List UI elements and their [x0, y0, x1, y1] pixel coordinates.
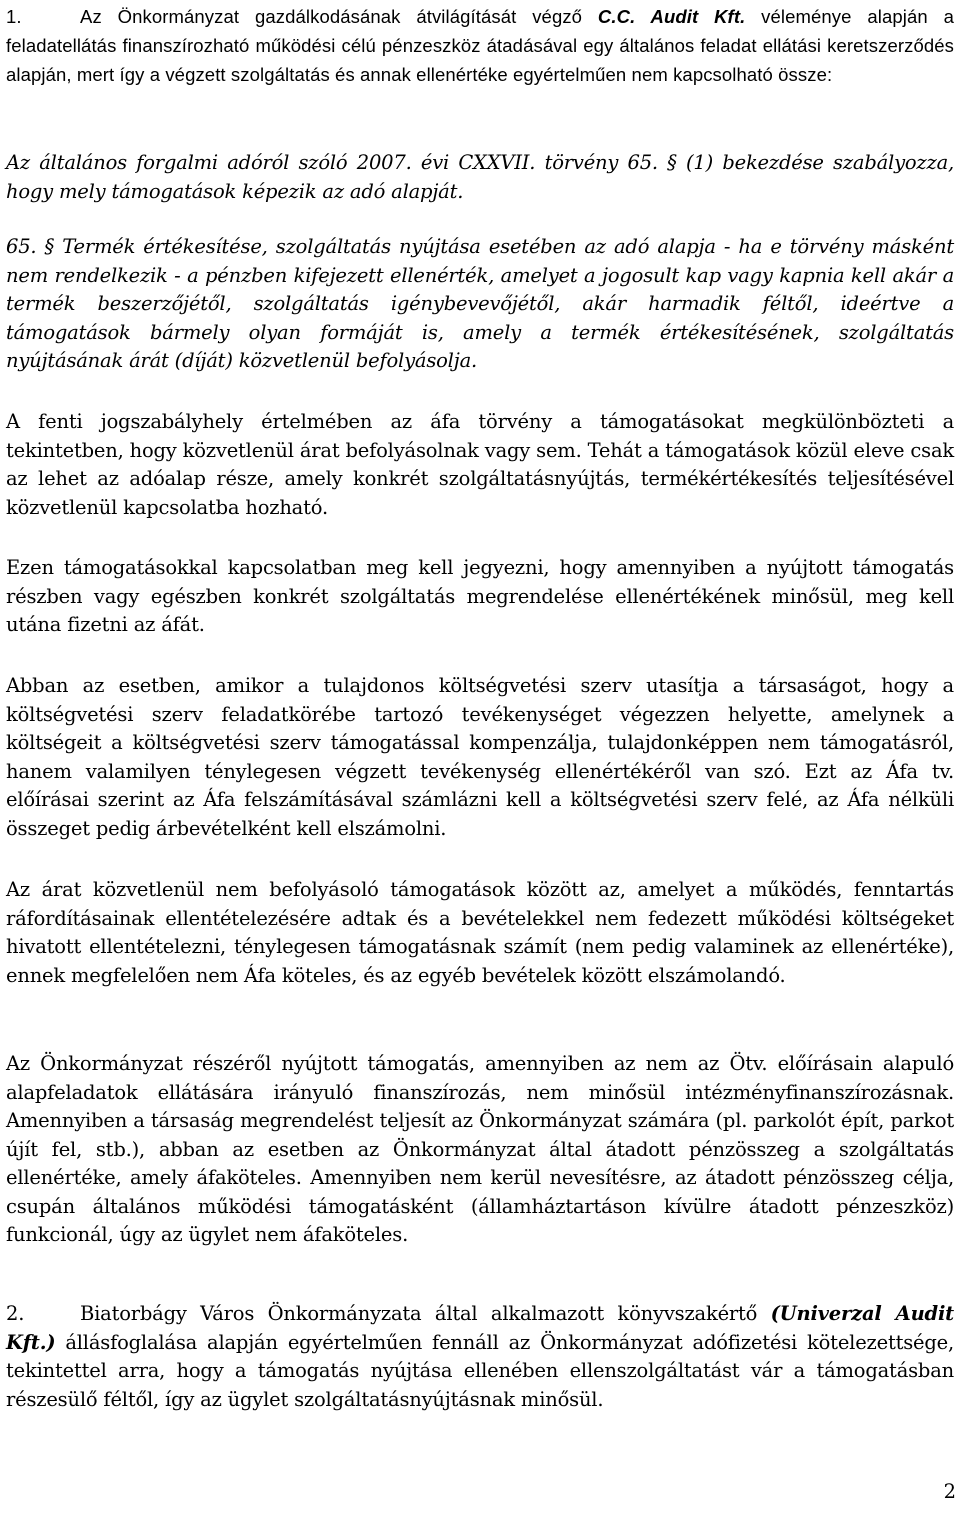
fenti-paragraph: A fenti jogszabályhely értelmében az áfa törvény a támogatásokat megkülönbözteti a tekintetben, hogy közvetlenül árat befolyásolnak vagy sem. Tehát a támogatások közül eleve csak az lehet az adóalap része, amely konkrét szolgáltatásnyújtás, termékértékesítés teljesítésével közvetlenül kapcsolatba hozható. — [6, 410, 954, 519]
ezen-paragraph: Ezen támogatásokkal kapcsolatban meg kell jegyezni, hogy amennyiben a nyújtott támogatás részben vagy egészben konkrét szolgáltatás megrendelése ellenértékének minősül, meg kell utána fizetni az áfát. — [6, 556, 954, 636]
section-1-auditor: C.C. Audit Kft. — [597, 6, 746, 27]
section-1-text-b: véleménye alapján a feladatellátás finanszírozható működési célú pénzeszköz átadásával egy általános feladat ellátási keretszerződés alapján, mert így a végzett szolgáltatás és annak ellenértéke egyértelműen nem kapcsolható össze: — [6, 6, 954, 85]
section-2-number: 2. — [6, 1302, 25, 1325]
section-1-paragraph — [6, 2, 954, 89]
abban-paragraph: Abban az esetben, amikor a tulajdonos költségvetési szerv utasítja a társaságot, hogy a költségvetési szerv feladatkörébe tartozó tevékenységet végezzen helyette, amelynek a költségeit a költségvetési szerv támogatással kompenzálja, tulajdonképpen nem támogatásról, hanem valamilyen ténylegesen végzett tevékenység ellenértékéről van szó. Ezt az Áfa tv. előírásai szerint az Áfa felszámításával számlázni kell a költségvetési szerv felé, az Áfa nélküli összeget pedig árbevételként kell elszámolni. — [6, 674, 954, 840]
section-2-auditor: (Univerzal Audit Kft.) — [6, 1302, 954, 1354]
section-2-paragraph — [6, 1300, 954, 1414]
section-1-number: 1. — [6, 6, 22, 27]
law-intro-paragraph: Az általános forgalmi adóról szóló 2007. évi CXXVII. törvény 65. § (1) bekezdése szabályozza, hogy mely támogatások képezik az adó alapját. — [6, 151, 954, 203]
onkormanyzat-paragraph: Az Önkormányzat részéről nyújtott támogatás, amennyiben az nem az Ötv. előírásain alapuló alapfeladatok ellátására irányuló finanszírozás, nem minősül intézményfinanszírozásnak. Amennyiben a társaság megrendelést teljesít az Önkormányzat számára (pl. parkolót épít, parkot újít fel, stb.), abban az esetben az Önkormányzat által átadott pénzösszeg a szolgáltatás ellenértéke, amely áfaköteles. Amennyiben nem kerül nevesítésre, az átadott pénzösszeg célja, csupán általános működési támogatásként (államháztartáson kívülre átadott pénzeszköz) funkcionál, úgy az ügylet nem áfaköteles. — [6, 1052, 954, 1246]
section-2-text-a: Biatorbágy Város Önkormányzata által alkalmazott könyvszakértő — [80, 1302, 771, 1325]
arat-paragraph: Az árat közvetlenül nem befolyásoló támogatások között az, amelyet a működés, fenntartás ráfordításainak ellentételezésére adtak és a bevételekkel nem fedezett működési költségeket hivatott ellentételezni, ténylegesen támogatásnak számít (nem pedig valaminek az ellenértéke), ennek megfelelően nem Áfa köteles, és az egyéb bevételek között elszámolandó. — [6, 878, 954, 987]
page-number: 2 — [943, 1480, 956, 1503]
section-2-text-b: állásfoglalása alapján egyértelműen fennáll az Önkormányzat adófizetési kötelezettsége, tekintettel arra, hogy a támogatás nyújtása ellenében ellenszolgáltatást vár a támogatásban részesülő féltől, így az ügylet szolgáltatásnyújtásnak minősül. — [6, 1330, 954, 1411]
section-1-text-a: Az Önkormányzat gazdálkodásának átvilágítását végző — [80, 6, 598, 27]
law-quote-paragraph: 65. § Termék értékesítése, szolgáltatás nyújtása esetében az adó alapja - ha e törvény másként nem rendelkezik - a pénzben kifejezett ellenérték, amelyet a jogosult kap vagy kapnia kell akár a termék beszerzőjétől, szolgáltatás igénybevevőjétől, akár harmadik féltől, ideértve a támogatások bármely olyan formáját is, amely a termék értékesítésének, szolgáltatás nyújtásának árát (díját) közvetlenül befolyásolja. — [6, 235, 954, 372]
